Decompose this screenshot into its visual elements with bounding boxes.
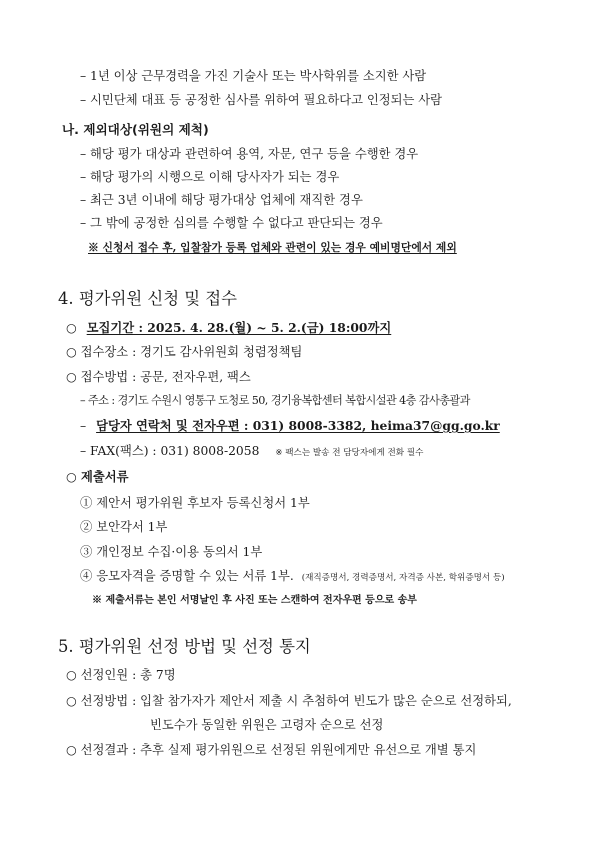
fax-note: ※ 팩스는 발송 전 담당자에게 전화 필수 <box>275 448 424 458</box>
address: – 주소 : 경기도 수원시 영통구 도청로 50, 경기융복합센터 복합시설관 4층 감사총괄과 <box>80 394 470 407</box>
exclusion-item-2: – 해당 평가의 시행으로 이해 당사자가 되는 경우 <box>80 170 340 184</box>
section-4-heading: 4. 평가위원 신청 및 접수 <box>58 289 237 308</box>
docs-note: ※ 제출서류는 본인 서명날인 후 사진 또는 스캔하여 전자우편 등으로 송부 <box>92 595 417 606</box>
exclusion-item-4: – 그 밖에 공정한 심의를 수행할 수 없다고 판단되는 경우 <box>80 216 383 230</box>
qualification-item-2: – 시민단체 대표 등 공정한 심사를 위하여 필요하다고 인정되는 사람 <box>80 93 443 107</box>
contact-text: 담당자 연락처 및 전자우편 : 031) 8008-3382, heima37@gg.go.kr <box>96 418 500 433</box>
select-result: ○ 선정결과 : 추후 실제 평가위원으로 선정된 위원에게만 유선으로 개별 통지 <box>66 743 477 757</box>
doc-item-2: ② 보안각서 1부 <box>80 520 168 534</box>
doc-item-4-text: ④ 응모자격을 증명할 수 있는 서류 1부. <box>80 569 294 583</box>
select-method-line-2: 빈도수가 동일한 위원은 고령자 순으로 선정 <box>150 718 384 732</box>
qualification-item-1: – 1년 이상 근무경력을 가진 기술사 또는 박사학위를 소지한 사람 <box>80 69 427 83</box>
recruit-period <box>66 320 391 336</box>
exclusion-subheading: 나. 제외대상(위원의 제척) <box>62 122 209 137</box>
receipt-method: ○ 접수방법 : 공문, 전자우편, 팩스 <box>66 370 251 384</box>
receipt-place: ○ 접수장소 : 경기도 감사위원회 청렴정책팀 <box>66 345 303 359</box>
docs-heading: ○ 제출서류 <box>66 469 129 484</box>
select-method-line-1: ○ 선정방법 : 입찰 참가자가 제안서 제출 시 추첨하여 빈도가 많은 순으로 선정하되, <box>66 694 512 708</box>
exclusion-item-1: – 해당 평가 대상과 관련하여 용역, 자문, 연구 등을 수행한 경우 <box>80 147 419 161</box>
fax <box>80 443 423 461</box>
contact <box>80 418 500 434</box>
doc-item-1: ① 제안서 평가위원 후보자 등록신청서 1부 <box>80 496 310 510</box>
select-count: ○ 선정인원 : 총 7명 <box>66 668 176 682</box>
doc-item-4 <box>80 568 505 586</box>
exclusion-item-3: – 최근 3년 이내에 해당 평가대상 업체에 재직한 경우 <box>80 193 363 207</box>
fax-number: – FAX(팩스) : 031) 8008-2058 <box>80 444 260 458</box>
doc-item-4-note: (재직증명서, 경력증명서, 자격증 사본, 학위증명서 등) <box>301 573 505 583</box>
exclusion-note: ※ 신청서 접수 후, 입찰참가 등록 업체와 관련이 있는 경우 예비명단에서 제외 <box>88 241 457 254</box>
section-5-heading: 5. 평가위원 선정 방법 및 선정 통지 <box>58 637 311 656</box>
dash: – <box>80 419 87 433</box>
recruit-period-text: 모집기간 : 2025. 4. 28.(월) ~ 5. 2.(금) 18:00까지 <box>86 320 392 335</box>
doc-item-3: ③ 개인정보 수집·이용 동의서 1부 <box>80 545 263 559</box>
bullet: ○ <box>66 321 77 335</box>
